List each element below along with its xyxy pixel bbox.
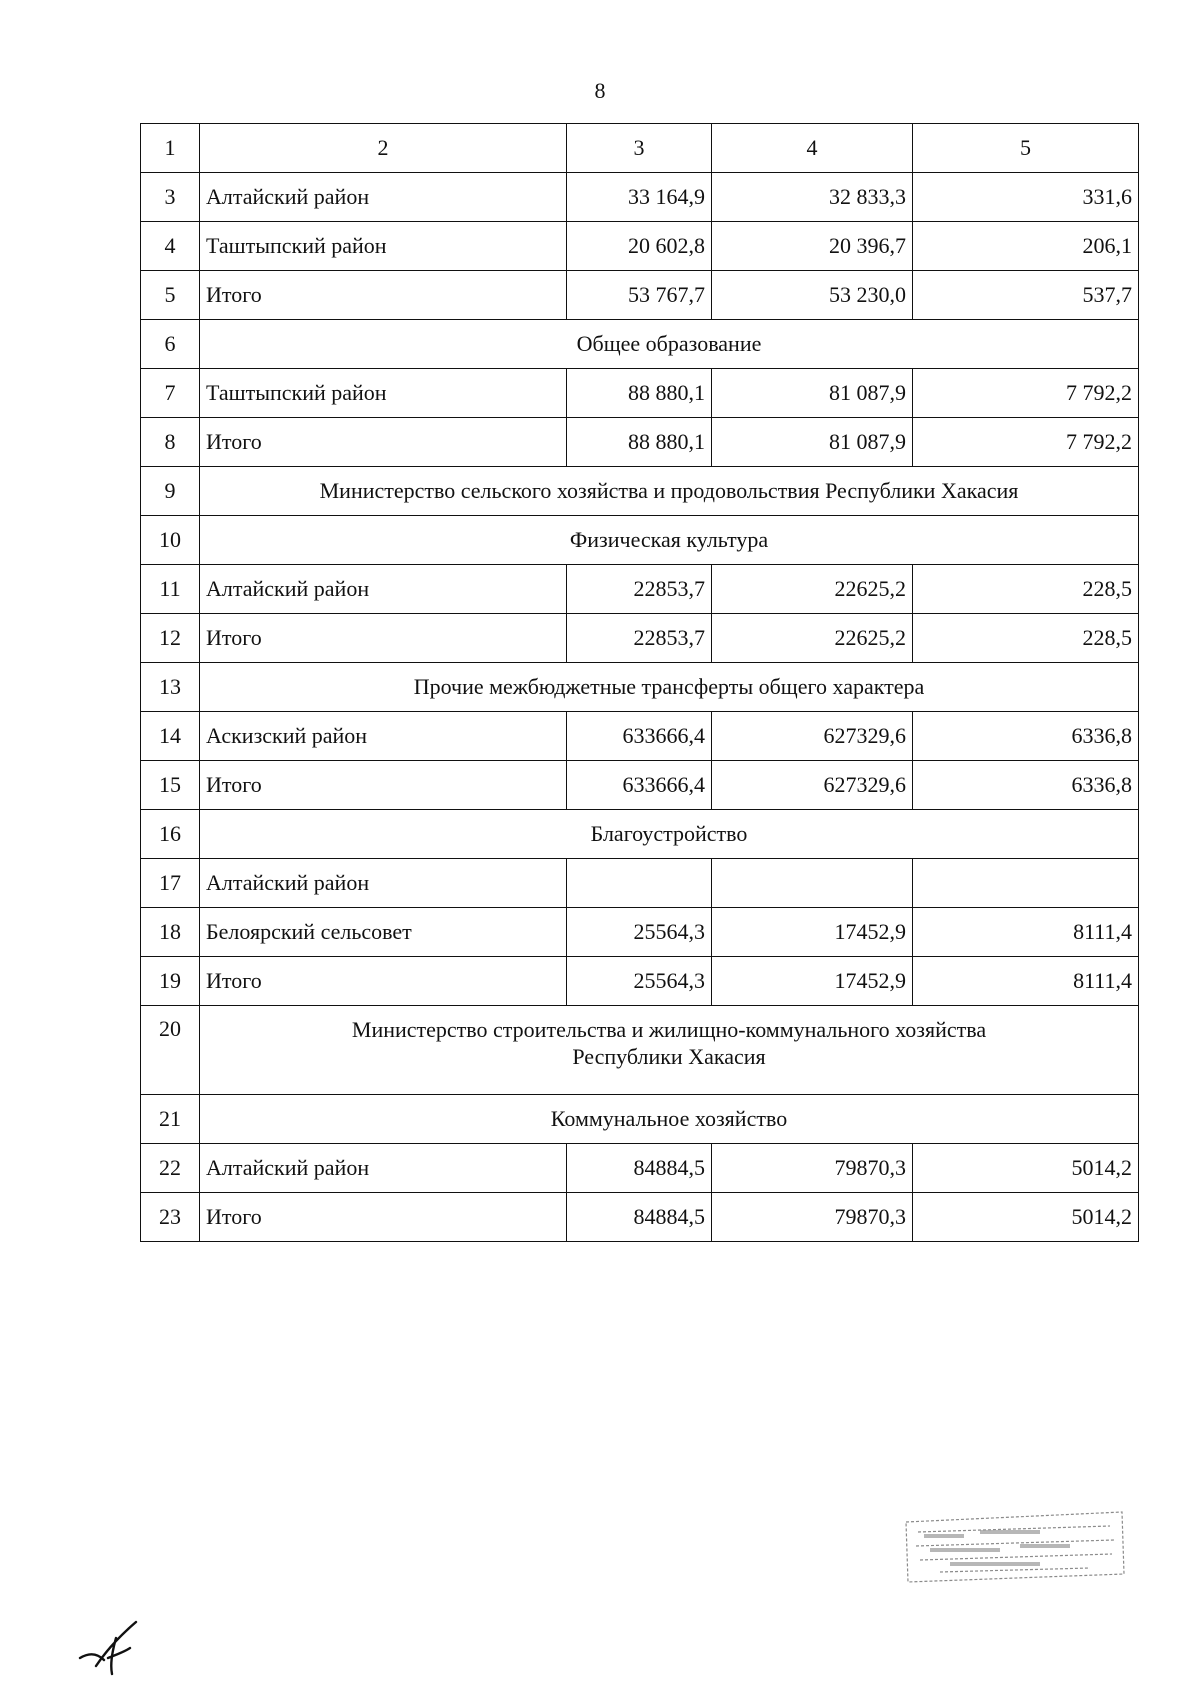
value-col3: 25564,3 <box>567 908 712 957</box>
row-number: 6 <box>141 320 200 369</box>
territory-name: Белоярский сельсовет <box>200 908 567 957</box>
section-row <box>141 1095 1139 1144</box>
value-col4 <box>712 859 913 908</box>
page-number: 8 <box>594 78 606 103</box>
value-col5 <box>913 859 1139 908</box>
value-col5: 331,6 <box>913 173 1139 222</box>
value-col5: 6336,8 <box>913 761 1139 810</box>
value-col3: 633666,4 <box>567 712 712 761</box>
territory-name: Итого <box>200 957 567 1006</box>
value-col3: 88 880,1 <box>567 418 712 467</box>
header-cell-4: 4 <box>712 124 913 173</box>
value-col3: 33 164,9 <box>567 173 712 222</box>
row-number: 17 <box>141 859 200 908</box>
table-row <box>141 1193 1139 1242</box>
value-col5: 228,5 <box>913 565 1139 614</box>
row-number: 11 <box>141 565 200 614</box>
signature <box>78 1618 158 1678</box>
section-title-line-1: Министерство строительства и жилищно-коммунального хозяйства <box>351 1017 987 1042</box>
value-col4: 627329,6 <box>712 761 913 810</box>
table-row <box>141 1144 1139 1193</box>
value-col4: 17452,9 <box>712 908 913 957</box>
value-col5: 7 792,2 <box>913 369 1139 418</box>
section-row <box>141 467 1139 516</box>
row-number: 16 <box>141 810 200 859</box>
territory-name: Итого <box>200 614 567 663</box>
table-row <box>141 712 1139 761</box>
value-col3: 633666,4 <box>567 761 712 810</box>
value-col3: 53 767,7 <box>567 271 712 320</box>
section-row <box>141 810 1139 859</box>
territory-name: Итого <box>200 271 567 320</box>
value-col3: 22853,7 <box>567 565 712 614</box>
value-col4: 79870,3 <box>712 1193 913 1242</box>
value-col3 <box>567 859 712 908</box>
value-col5: 8111,4 <box>913 957 1139 1006</box>
section-row <box>141 663 1139 712</box>
section-row <box>141 1006 1139 1095</box>
value-col4: 81 087,9 <box>712 369 913 418</box>
row-number: 14 <box>141 712 200 761</box>
territory-name: Итого <box>200 418 567 467</box>
value-col4: 81 087,9 <box>712 418 913 467</box>
stamp <box>900 1508 1128 1586</box>
table-row <box>141 957 1139 1006</box>
value-col5: 5014,2 <box>913 1144 1139 1193</box>
section-title <box>200 1006 1139 1095</box>
territory-name: Алтайский район <box>200 859 567 908</box>
header-cell-2: 2 <box>200 124 567 173</box>
value-col4: 32 833,3 <box>712 173 913 222</box>
table-row <box>141 565 1139 614</box>
row-number: 23 <box>141 1193 200 1242</box>
value-col5: 6336,8 <box>913 712 1139 761</box>
table-row <box>141 271 1139 320</box>
value-col5: 8111,4 <box>913 908 1139 957</box>
section-title: Министерство сельского хозяйства и продовольствия Республики Хакасия <box>200 467 1139 516</box>
table-row <box>141 614 1139 663</box>
table-row <box>141 859 1139 908</box>
value-col3: 20 602,8 <box>567 222 712 271</box>
value-col4: 22625,2 <box>712 565 913 614</box>
table-row <box>141 908 1139 957</box>
header-cell-3: 3 <box>567 124 712 173</box>
section-row <box>141 516 1139 565</box>
budget-table <box>140 123 1139 1242</box>
row-number: 13 <box>141 663 200 712</box>
value-col5: 228,5 <box>913 614 1139 663</box>
table-header-row <box>141 124 1139 173</box>
value-col5: 5014,2 <box>913 1193 1139 1242</box>
section-title: Прочие межбюджетные трансферты общего характера <box>200 663 1139 712</box>
row-number: 22 <box>141 1144 200 1193</box>
header-cell-5: 5 <box>913 124 1139 173</box>
row-number: 15 <box>141 761 200 810</box>
table-row <box>141 173 1139 222</box>
section-row <box>141 320 1139 369</box>
table-row <box>141 222 1139 271</box>
value-col5: 7 792,2 <box>913 418 1139 467</box>
territory-name: Алтайский район <box>200 173 567 222</box>
territory-name: Итого <box>200 1193 567 1242</box>
territory-name: Таштыпский район <box>200 369 567 418</box>
territory-name: Алтайский район <box>200 565 567 614</box>
row-number: 12 <box>141 614 200 663</box>
value-col3: 84884,5 <box>567 1193 712 1242</box>
value-col3: 84884,5 <box>567 1144 712 1193</box>
section-title: Коммунальное хозяйство <box>200 1095 1139 1144</box>
value-col4: 79870,3 <box>712 1144 913 1193</box>
row-number: 3 <box>141 173 200 222</box>
value-col4: 17452,9 <box>712 957 913 1006</box>
row-number: 7 <box>141 369 200 418</box>
row-number: 8 <box>141 418 200 467</box>
value-col4: 53 230,0 <box>712 271 913 320</box>
table-row <box>141 761 1139 810</box>
row-number: 5 <box>141 271 200 320</box>
row-number: 20 <box>141 1006 200 1095</box>
value-col4: 20 396,7 <box>712 222 913 271</box>
value-col4: 627329,6 <box>712 712 913 761</box>
territory-name: Итого <box>200 761 567 810</box>
row-number: 9 <box>141 467 200 516</box>
header-cell-1: 1 <box>141 124 200 173</box>
table-row <box>141 369 1139 418</box>
value-col4: 22625,2 <box>712 614 913 663</box>
territory-name: Алтайский район <box>200 1144 567 1193</box>
value-col3: 88 880,1 <box>567 369 712 418</box>
value-col3: 25564,3 <box>567 957 712 1006</box>
section-title: Благоустройство <box>200 810 1139 859</box>
row-number: 10 <box>141 516 200 565</box>
territory-name: Аскизский район <box>200 712 567 761</box>
territory-name: Таштыпский район <box>200 222 567 271</box>
value-col5: 206,1 <box>913 222 1139 271</box>
value-col5: 537,7 <box>913 271 1139 320</box>
section-title-line-2: Республики Хакасия <box>572 1044 766 1069</box>
row-number: 4 <box>141 222 200 271</box>
table-row <box>141 418 1139 467</box>
row-number: 21 <box>141 1095 200 1144</box>
row-number: 18 <box>141 908 200 957</box>
section-title: Физическая культура <box>200 516 1139 565</box>
section-title: Общее образование <box>200 320 1139 369</box>
value-col3: 22853,7 <box>567 614 712 663</box>
row-number: 19 <box>141 957 200 1006</box>
